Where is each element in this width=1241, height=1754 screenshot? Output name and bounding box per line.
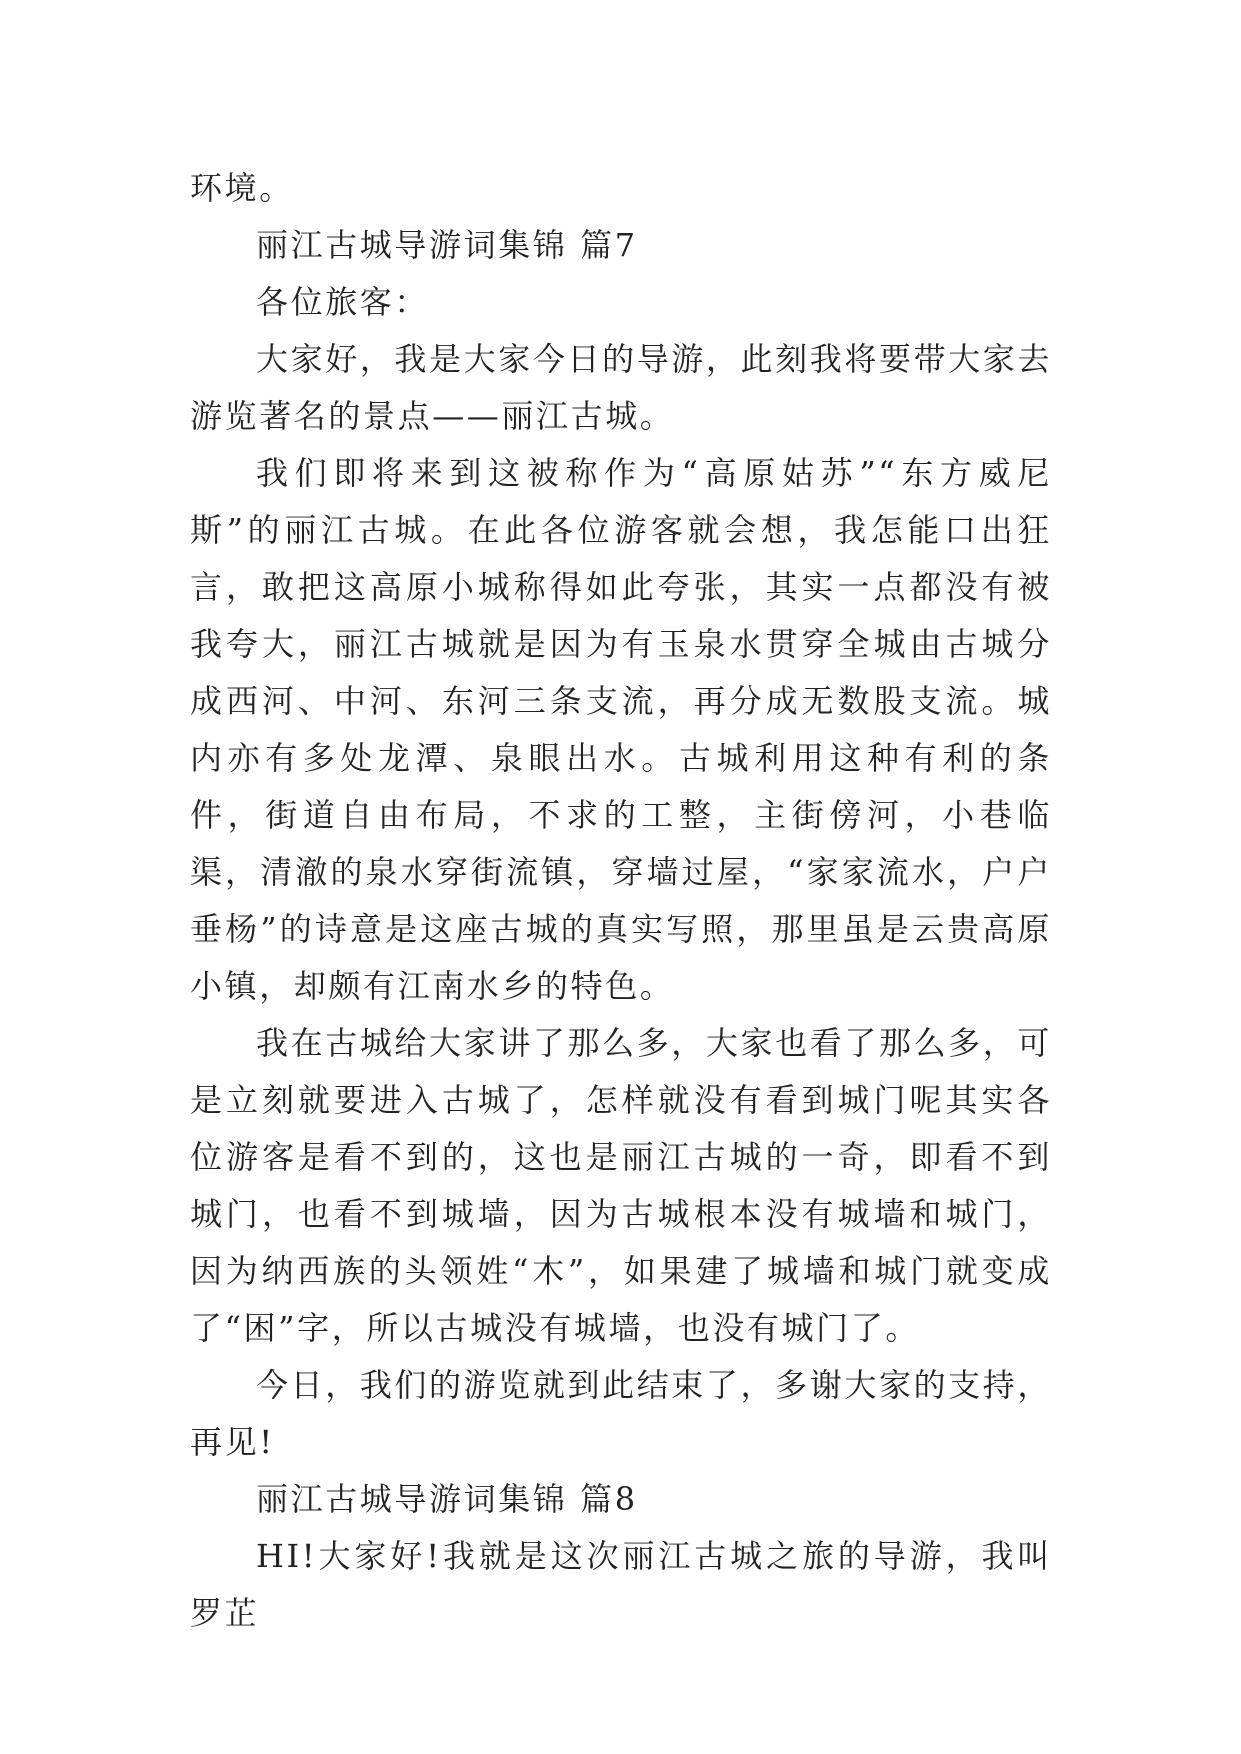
paragraph-city-walls: 我在古城给大家讲了那么多，大家也看了那么多，可是立刻就要进入古城了，怎样就没有看到城门呢其实各位游客是看不到的，这也是丽江古城的一奇，即看不到城门，也看不到城墙，因为古城根本没有城墙和城门，因为纳西族的头领姓“木”，如果建了城墙和城门就变成了“困”字，所以古城没有城墙，也没有城门了。 xyxy=(190,1024,1052,1347)
section-heading-7: 丽江古城导游词集锦 篇7 xyxy=(256,226,638,264)
paragraph-city-description: 我们即将来到这被称作为“高原姑苏”“东方威尼斯”的丽江古城。在此各位游客就会想，我怎能口出狂言，敢把这高原小城称得如此夸张，其实一点都没有被我夸大，丽江古城就是因为有玉泉水贯穿全城由古城分成西河、中河、东河三条支流，再分成无数股支流。城内亦有多处龙潭、泉眼出水。古城利用这种有利的条件，街道自由布局，不求的工整，主街傍河，小巷临渠，清澈的泉水穿街流镇，穿墙过屋，“家家流水，户户垂杨”的诗意是这座古城的真实写照，那里虽是云贵高原小镇，却颇有江南水乡的特色。 xyxy=(190,454,1052,1005)
paragraph-intro-8: HI!大家好!我就是这次丽江古城之旅的导游，我叫罗芷 xyxy=(190,1537,1052,1632)
salutation: 各位旅客： xyxy=(256,283,430,321)
section-heading-8: 丽江古城导游词集锦 篇8 xyxy=(256,1480,638,1518)
paragraph-closing: 今日，我们的游览就到此结束了，多谢大家的支持，再见! xyxy=(190,1366,1052,1461)
paragraph-greeting: 大家好，我是大家今日的导游，此刻我将要带大家去游览著名的景点——丽江古城。 xyxy=(190,340,1052,435)
paragraph-continuation: 环境。 xyxy=(190,169,294,207)
document-body xyxy=(190,160,1052,1642)
